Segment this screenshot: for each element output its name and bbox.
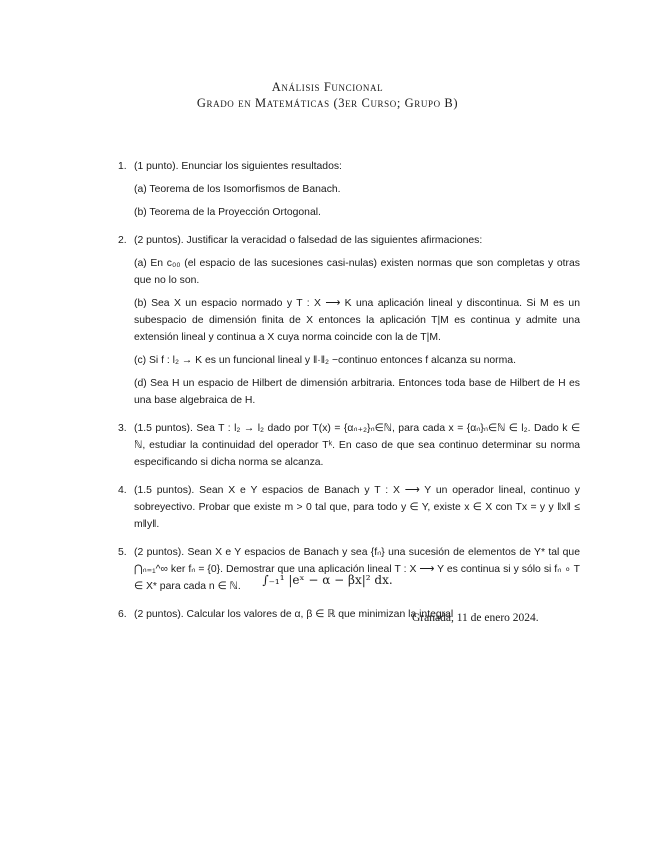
course-subtitle: Grado en Matemáticas (3er Curso; Grupo B)	[196, 96, 459, 110]
problem-2	[118, 232, 580, 409]
problem-text: (1.5 puntos). Sea T : l₂ → l₂ dado por T(x) = {αₙ₊₂}ₙ∈ℕ, para cada x = {αₙ}ₙ∈ℕ ∈ l₂. Dado k ∈ ℕ, estudiar la continuidad del operador Tᵏ. En caso de que sea continuo determinar su norma especificando si dicha norma se alcanza.	[134, 423, 580, 468]
problem-2-part-b: (b) Sea X un espacio normado y T : X ⟶ K una aplicación lineal y discontinua. Si M es un subespacio de dimensión finita de X entonces la aplicación T|M es continua y admite una extensión lineal y continua a X cuya norma coincide con la de T|M.	[134, 298, 580, 343]
problem-1-part-b: (b) Teorema de la Proyección Ortogonal.	[134, 207, 321, 218]
problem-text: (1.5 puntos). Sean X e Y espacios de Banach y T : X ⟶ Y un operador lineal, continuo y sobreyectivo. Probar que existe m > 0 tal que, para todo y ∈ Y, existe x ∈ X con Tx = y y ‖x‖ ≤ m‖y‖.	[134, 485, 580, 530]
problem-5	[118, 544, 580, 595]
problem-number: 5.	[118, 547, 127, 558]
problem-intro: (2 puntos). Justificar la veracidad o falsedad de las siguientes afirmaciones:	[134, 235, 483, 246]
problem-number: 4.	[118, 485, 127, 496]
problem-intro: (1 punto). Enunciar los siguientes resultados:	[134, 161, 342, 172]
problem-number: 1.	[118, 161, 127, 172]
problem-2-part-a: (a) En c₀₀ (el espacio de las sucesiones casi-nulas) existen normas que son completas y otras que no lo son.	[134, 258, 580, 286]
problem-text: (2 puntos). Sean X e Y espacios de Banach y sea {fₙ} una sucesión de elementos de Y* tal que ⋂ₙ₌₁^∞ ker fₙ = {0}. Demostrar que una aplicación lineal T : X ⟶ Y es continua si y sólo si fₙ ∘ T ∈ X* para cada n ∈ ℕ.	[134, 547, 580, 592]
problem-3	[118, 420, 580, 471]
problem-number: 6.	[118, 609, 127, 620]
signature-date: Granada, 11 de enero 2024.	[412, 612, 539, 624]
problem-4	[118, 482, 580, 533]
problem-number: 2.	[118, 235, 127, 246]
problem-list	[118, 158, 580, 623]
problem-1	[118, 158, 580, 221]
course-title: Análisis Funcional	[271, 80, 384, 94]
problem-text: (2 puntos). Calcular los valores de α, β ∈ ℝ que minimizan la integral	[134, 609, 454, 620]
problem-2-part-c: (c) Si f : l₂ → K es un funcional lineal y ‖·‖₂ −continuo entonces f alcanza su norma.	[134, 355, 516, 366]
problem-number: 3.	[118, 423, 127, 434]
problem-1-part-a: (a) Teorema de los Isomorfismos de Banach.	[134, 184, 341, 195]
integral-formula: ∫₋₁¹ |eˣ − α − βx|² dx.	[262, 573, 393, 587]
problem-2-part-d: (d) Sea H un espacio de Hilbert de dimensión arbitraria. Entonces toda base de Hilbert de H es una base algebraica de H.	[134, 378, 580, 406]
